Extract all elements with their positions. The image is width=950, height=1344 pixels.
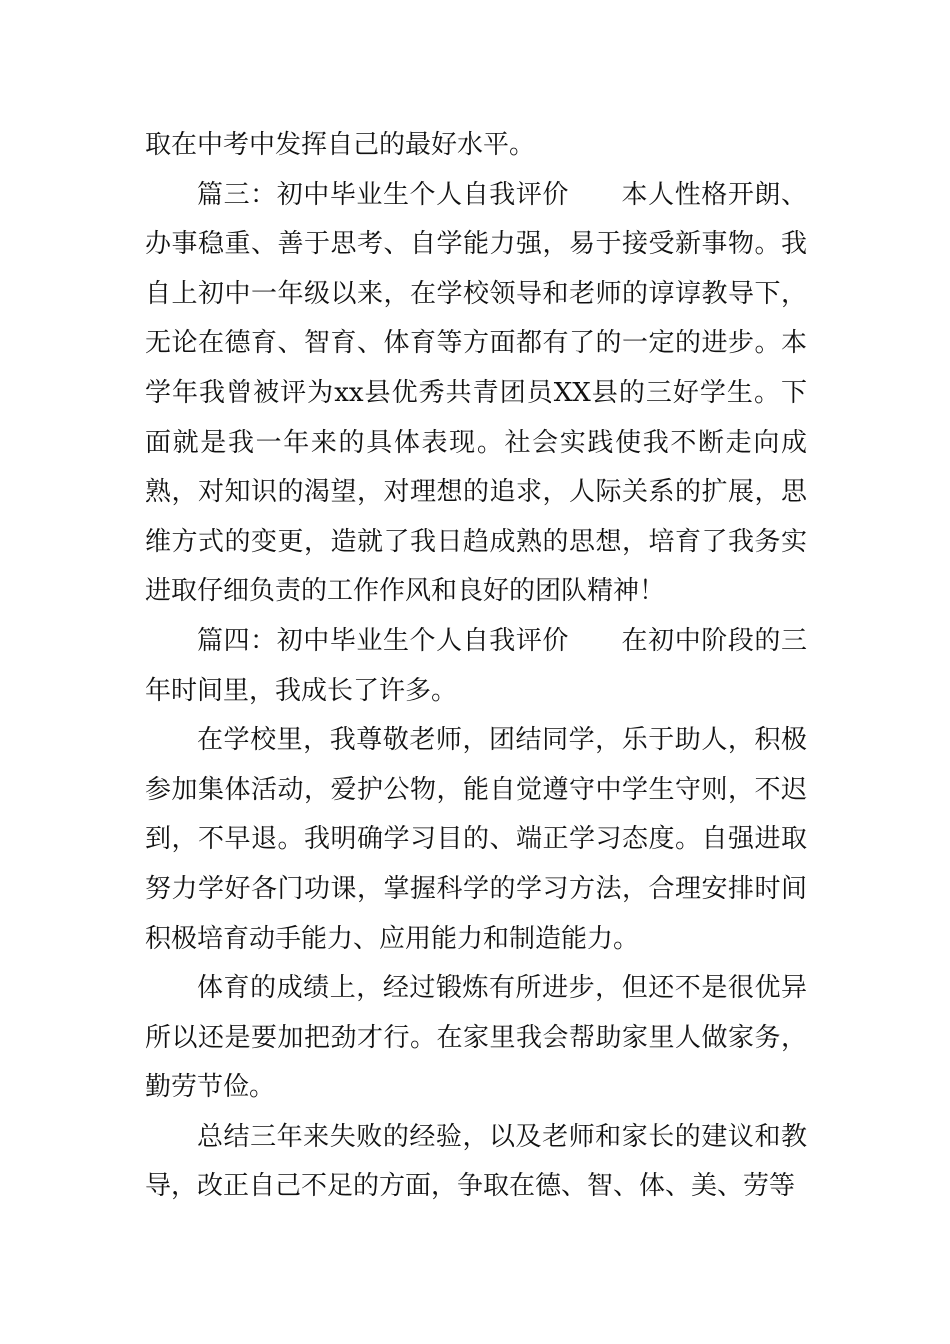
paragraph-2-text: 本人性格开朗、办事稳重、善于思考、自学能力强，易于接受新事物。我自上初中一年级以来，在学校领导和老师的谆谆教导下，无论在德育、智育、体育等方面都有了的一定的进步。本学年我曾被评为xx县优秀共青团员XX县的三好学生。下面就是我一年来的具体表现。社会实践使我不断走向成熟，对知识的渴望，对理想的追求，人际关系的扩展，思维方式的变更，造就了我日趋成熟的思想，培育了我务实进取仔细负责的工作作风和良好的团队精神！ (145, 179, 807, 607)
paragraph-1 (145, 121, 807, 171)
paragraph-6 (145, 1113, 807, 1212)
paragraph-4-text: 在学校里，我尊敬老师，团结同学，乐于助人，积极参加集体活动，爱护公物，能自觉遵守中学生守则，不迟到，不早退。我明确学习目的、端正学习态度。自强进取努力学好各门功课，掌握科学的学习方法，合理安排时间积极培育动手能力、应用能力和制造能力。 (145, 725, 807, 954)
paragraph-3-text: 在初中阶段的三年时间里，我成长了许多。 (145, 625, 807, 706)
paragraph-1-text: 取在中考中发挥自己的最好水平。 (145, 130, 536, 160)
paragraph-2 (145, 171, 807, 617)
document-body (145, 121, 807, 1212)
section-heading-4: 篇四：初中毕业生个人自我评价 (197, 625, 569, 656)
paragraph-5-text: 体育的成绩上，经过锻炼有所进步，但还不是很优异所以还是要加把劲才行。在家里我会帮助家里人做家务，勤劳节俭。 (145, 973, 807, 1103)
paragraph-4 (145, 716, 807, 964)
section-heading-3: 篇三：初中毕业生个人自我评价 (197, 179, 569, 210)
paragraph-3 (145, 617, 807, 716)
paragraph-5 (145, 964, 807, 1113)
paragraph-6-text: 总结三年来失败的经验，以及老师和家长的建议和教导，改正自己不足的方面，争取在德、智、体、美、劳等 (145, 1121, 807, 1202)
